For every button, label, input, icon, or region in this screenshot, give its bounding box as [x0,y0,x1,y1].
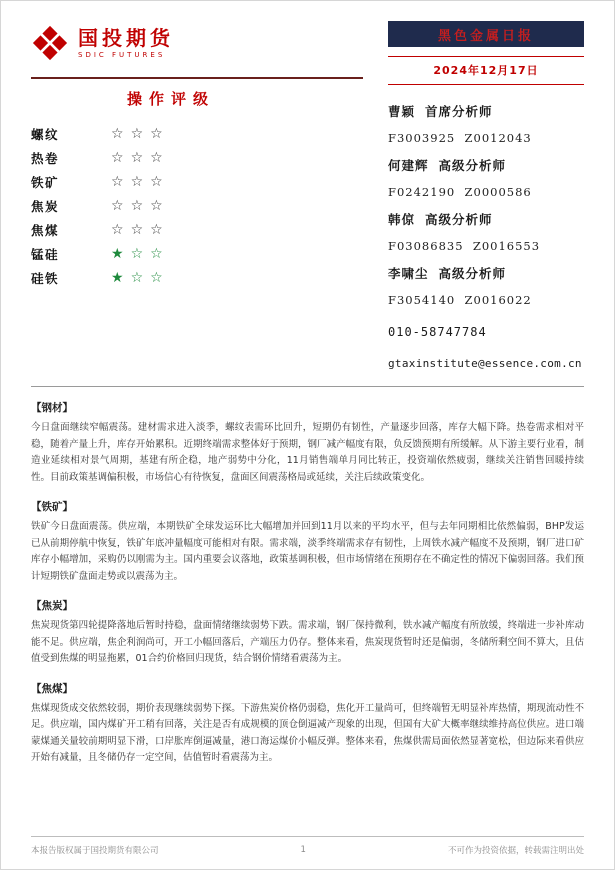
star-rating [111,175,170,189]
footer-disclaimer: 不可作为投资依据，转载需注明出处 [447,846,584,856]
analyst-role: 首席分析师 [425,103,493,119]
report-section [31,499,584,585]
commodity-name: 铁矿 [31,175,60,190]
report-section [31,400,584,486]
section-heading: 【焦炭】 [31,600,73,612]
company-name-en: SDIC FUTURES [78,51,166,59]
footer-page-number: 1 [300,845,306,855]
star-rating [111,127,170,141]
star-rating [111,223,170,237]
commodity-name: 硅铁 [31,271,60,286]
analyst-name [388,259,584,286]
header-divider [31,386,584,387]
section-text: 焦煤现货成交依然较弱，期价表现继续弱势下探。下游焦炭价格仍弱稳，焦化开工量尚可，但终端暂无明显补库热情，期现流动性不足。供应端，国内煤矿开工稍有回落，关注是否有成规模的顶仓倒逼减产现象的出现，但国有大矿大概率继续维持高位供应。进口端蒙煤通关量较前期明显下滑，口岸胀库倒逼减量，港口海运煤价小幅反弹。整体来看，焦煤供需局面依然显著宽松，但边际来看供应开始有减量，且冬储仍存一定空间，估值暂时看震荡为主。 [31,702,584,763]
star-rating [111,151,170,165]
star-empty-icon: ☆ [111,174,124,190]
section-text: 铁矿今日盘面震荡。供应端，本期铁矿全球发运环比大幅增加并回到11月以来的平均水平，但与去年同期相比依然偏弱，BHP发运已从前期停航中恢复，铁矿年底冲量幅度可能相对有限。需求端，淡季终端需求存有韧性，上周铁水减产幅度不及预期，钢厂进口矿库存小幅增加，采购仍以刚需为主。国内重要会议落地，政策基调积极，但市场情绪在预期存在不确定性的情况下偏弱回落。我们预计短期铁矿盘面走势或以震荡为主。 [31,521,584,582]
section-text: 焦炭现货第四轮提降落地后暂时持稳，盘面情绪继续弱势下跌。需求端，钢厂保持微利，铁水减产幅度有所放缓，终端进一步补库动能不足。供应端，焦企利润尚可，开工小幅回落后，产端压力仍存。整体来看，焦炭现货暂时还是偏弱，冬储所剩空间不算大，且估值受到焦煤的明显拖累，01合约价格回归现货，结合钢价情绪看震荡为主。 [31,620,584,664]
star-empty-icon: ☆ [130,198,144,214]
star-filled-icon: ★ [111,270,124,286]
report-section [31,681,584,767]
rating-row [31,242,363,266]
rating-row [31,146,363,170]
star-empty-icon: ☆ [150,126,163,142]
ratings-list [31,122,363,290]
analyst-name [388,97,584,124]
analyst-name-text: 曹颖 [388,103,416,119]
commodity-name: 热卷 [31,151,60,166]
rating-row [31,122,363,146]
contact-email: gtaxinstitute@essence.com.cn [388,357,582,370]
logo-text [78,27,174,59]
report-footer [31,836,584,856]
star-empty-icon: ☆ [130,270,144,286]
commodity-name: 焦炭 [31,199,60,214]
star-empty-icon: ☆ [111,126,124,142]
star-empty-icon: ☆ [150,222,163,238]
star-rating [111,271,170,285]
analyst-license-codes: F3003925 Z0012043 [388,130,532,145]
section-heading: 【焦煤】 [31,682,73,695]
left-column [31,21,363,290]
ratings-block [31,77,363,290]
commodity-name: 锰硅 [31,247,60,262]
report-section [31,598,584,668]
star-empty-icon: ☆ [150,198,163,214]
star-empty-icon: ☆ [111,198,124,214]
star-empty-icon: ☆ [130,246,144,262]
star-rating [111,247,170,261]
star-empty-icon: ☆ [111,222,124,238]
analyst-role: 高级分析师 [438,157,507,173]
star-empty-icon: ☆ [150,270,163,286]
rating-row [31,266,363,290]
report-title-banner [388,21,584,47]
company-logo [31,21,363,65]
commodity-name: 焦煤 [31,223,60,238]
rating-row [31,194,363,218]
report-header [31,21,584,370]
analyst-role: 高级分析师 [438,265,507,281]
rating-row [31,218,363,242]
analyst-role: 高级分析师 [425,211,493,227]
contact-phone: 010-58747784 [388,325,487,339]
diamond-logo-icon [31,24,69,62]
star-empty-icon: ☆ [130,126,144,142]
analyst-license-codes: F3054140 Z0016022 [388,292,532,307]
report-body [31,400,584,767]
analyst-name-text: 何建辉 [388,157,429,173]
ratings-title: 操作评级 [126,90,215,108]
rating-row [31,170,363,194]
analyst-name-text: 韩倞 [388,211,416,227]
star-filled-icon: ★ [111,246,124,262]
analyst-list [388,97,584,313]
analyst-name [388,205,584,232]
star-rating [111,199,170,213]
star-empty-icon: ☆ [130,150,144,166]
commodity-name: 螺纹 [31,127,60,142]
section-heading: 【铁矿】 [31,501,73,513]
section-text: 今日盘面继续窄幅震荡。建材需求进入淡季，螺纹表需环比回升，短期仍有韧性，产量逐步回落，库存大幅下降。热卷需求相对平稳，随着产量上升，库存开始累积。近期终端需求整体好于预期，钢厂减产幅度有限，负反馈预期有所缓解。从下游主要行业看，制造业延续相对景气周期，基建有所企稳，地产弱势中分化，11月销售端单月同比转正，投资端依然疲弱，继续关注销售回暖持续性。目前政策基调偏积极，市场信心有待恢复，盘面区间震荡格局或延续，关注后续政策变化。 [31,422,584,483]
section-heading: 【钢材】 [31,402,73,414]
star-empty-icon: ☆ [150,174,163,190]
footer-copyright: 本报告版权属于国投期货有限公司 [31,846,159,856]
star-empty-icon: ☆ [130,174,144,190]
star-empty-icon: ☆ [150,246,163,262]
analyst-license-codes: F03086835 Z0016553 [388,238,541,253]
star-empty-icon: ☆ [150,150,163,166]
report-date: 2024年12月17日 [388,56,584,85]
analyst-name [388,151,584,178]
analyst-license-codes: F0242190 Z0000586 [388,184,532,199]
analyst-name-text: 李啸尘 [388,265,429,281]
right-column [388,21,584,370]
report-title: 黑色金属日报 [437,28,534,44]
company-name: 国投期货 [78,26,174,50]
star-empty-icon: ☆ [130,222,144,238]
star-empty-icon: ☆ [111,150,124,166]
